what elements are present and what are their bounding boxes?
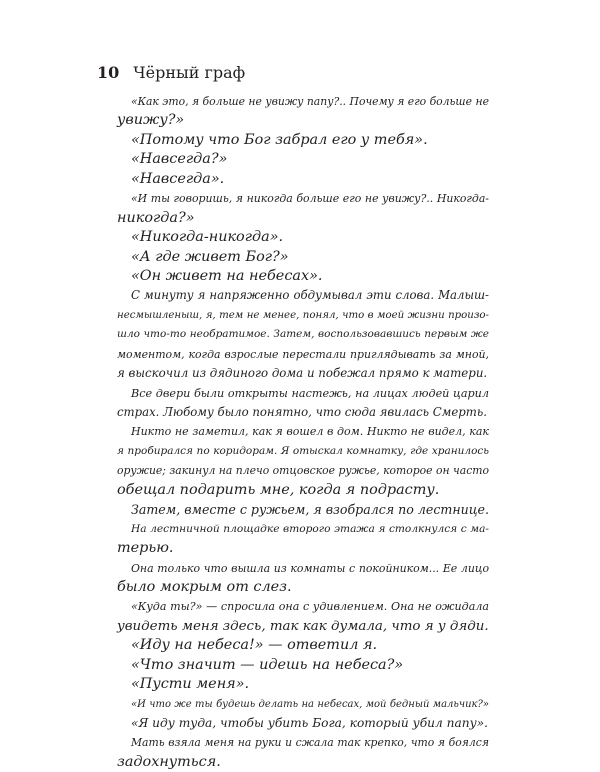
- text-line: моментом, когда взрослые перестали приглядывать за мной,: [117, 347, 489, 361]
- text-line: «Потому что Бог забрал его у тебя».: [131, 131, 428, 148]
- text-line: «А где живет Бог?»: [131, 248, 289, 265]
- text-line: Никто не заметил, как я вошел в дом. Никто не видел, как: [131, 425, 489, 439]
- text-line: «И ты говоришь, я никогда больше его не увижу?.. Никогда-: [131, 192, 489, 206]
- text-line: задохнуться.: [117, 753, 221, 770]
- text-line: Затем, вместе с ружьем, я взобрался по лестнице.: [131, 502, 489, 518]
- text-line: Все двери были открыты настежь, на лицах людей царил: [131, 386, 489, 400]
- text-line: «И что же ты будешь делать на небесах, мой бедный мальчик?»: [131, 698, 489, 710]
- running-header: [97, 63, 245, 83]
- text-line: «Навсегда?»: [131, 151, 228, 168]
- text-line: «Никогда-никогда».: [131, 229, 284, 246]
- body-text: [117, 92, 489, 772]
- text-line: На лестничной площадке второго этажа я столкнулся с ма-: [131, 522, 489, 535]
- text-line: «Пусти меня».: [131, 676, 250, 693]
- text-line: «Куда ты?» — спросила она с удивлением. Она не ожидала: [131, 600, 489, 614]
- text-line: никогда?»: [117, 209, 195, 226]
- text-line: я пробирался по коридорам. Я отыскал комнатку, где хранилось: [117, 444, 489, 457]
- text-line: несмышленыш, я, тем не менее, понял, что в моей жизни произо-: [117, 309, 489, 321]
- text-line: «Что значит — идешь на небеса?»: [131, 656, 404, 673]
- text-line: увижу?»: [117, 112, 185, 129]
- text-line: было мокрым от слез.: [117, 578, 292, 595]
- book-title: Чёрный граф: [133, 63, 246, 82]
- text-line: «Навсегда».: [131, 170, 225, 187]
- text-line: я выскочил из дядиного дома и побежал прямо к матери.: [117, 366, 488, 381]
- text-line: страх. Любому было понятно, что сюда явилась Смерть.: [117, 405, 487, 419]
- text-line: Мать взяла меня на руки и сжала так крепко, что я боялся: [131, 736, 489, 750]
- text-line: «Я иду туда, чтобы убить Бога, который убил папу».: [131, 716, 488, 730]
- text-line: увидеть меня здесь, так как думала, что я у дяди.: [117, 618, 489, 634]
- text-line: оружие; закинул на плечо отцовское ружье, которое он часто: [117, 464, 489, 478]
- text-line: обещал подарить мне, когда я подрасту.: [117, 481, 440, 498]
- text-line: «Он живет на небесах».: [131, 267, 323, 284]
- text-line: «Как это, я больше не увижу папу?.. Почему я его больше не: [131, 95, 489, 108]
- text-line: С минуту я напряженно обдумывал эти слова. Малыш-: [131, 288, 489, 303]
- text-line: «Иду на небеса!» — ответил я.: [131, 637, 378, 654]
- page-number: 10: [97, 63, 120, 82]
- text-line: терью.: [117, 540, 174, 557]
- text-line: шло что-то необратимое. Затем, воспользовавшись первым же: [117, 328, 489, 341]
- text-line: Она только что вышла из комнаты с покойником... Ее лицо: [131, 561, 489, 575]
